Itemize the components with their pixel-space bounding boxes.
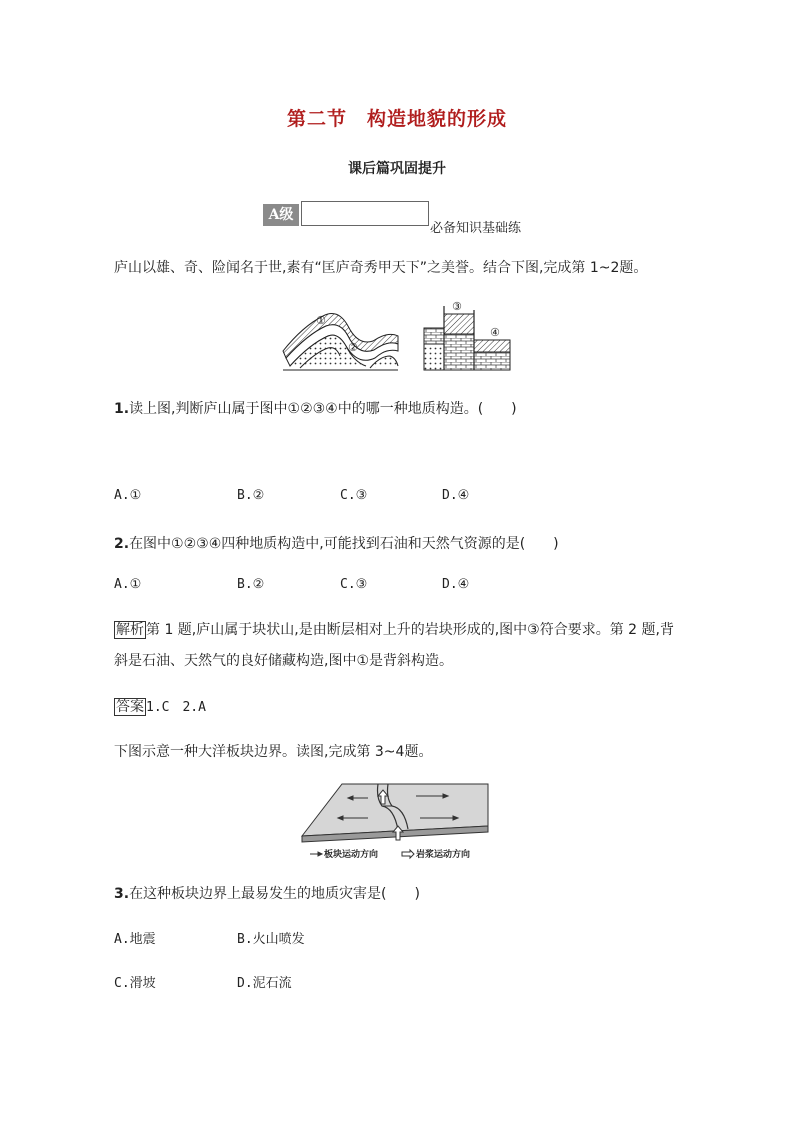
- answer-block: [114, 697, 206, 718]
- question-3-number: 3.: [114, 886, 130, 902]
- analysis-block: [114, 620, 674, 640]
- q2-option-c[interactable]: C.③: [340, 577, 368, 592]
- level-box: [301, 201, 429, 226]
- q1-option-b[interactable]: B.②: [237, 488, 265, 503]
- q2-option-a[interactable]: A.①: [114, 577, 142, 592]
- q2-option-d[interactable]: D.④: [442, 577, 470, 592]
- label-1: ①: [316, 314, 326, 327]
- question-2-number: 2.: [114, 536, 130, 552]
- question-2: [114, 533, 559, 553]
- question-2-stem: 在图中①②③④四种地质构造中,可能找到石油和天然气资源的是( ): [129, 536, 559, 552]
- q1-option-c[interactable]: C.③: [340, 488, 368, 503]
- question-3-stem: 在这种板块边界上最易发生的地质灾害是( ): [129, 886, 420, 902]
- level-text: 必备知识基础练: [430, 221, 522, 236]
- page-title: 第二节 构造地貌的形成: [286, 108, 507, 130]
- q2-option-b[interactable]: B.②: [237, 577, 265, 592]
- q3-option-c[interactable]: C.滑坡: [114, 976, 156, 991]
- level-badge: A级: [263, 204, 299, 226]
- legend-plate-motion: 板块运动方向: [324, 850, 379, 860]
- plate-boundary-figure: [298, 778, 494, 862]
- question-1-number: 1.: [114, 401, 130, 417]
- question-3: [114, 883, 420, 903]
- label-3: ③: [452, 300, 462, 313]
- question-1: [114, 398, 517, 418]
- section-subtitle: 课后篇巩固提升: [348, 161, 446, 177]
- q3-option-b[interactable]: B.火山喷发: [237, 932, 305, 947]
- q1-option-a[interactable]: A.①: [114, 488, 142, 503]
- answer-text: 1.C 2.A: [146, 700, 206, 715]
- analysis-line-2: 斜是石油、天然气的良好储藏构造,图中①是背斜构造。: [114, 653, 453, 669]
- answer-label: 答案: [116, 699, 144, 715]
- analysis-label: 解析: [116, 622, 144, 638]
- q3-option-d[interactable]: D.泥石流: [237, 976, 292, 991]
- question-1-stem: 读上图,判断庐山属于图中①②③④中的哪一种地质构造。( ): [129, 401, 517, 417]
- legend-magma-motion: 岩浆运动方向: [416, 850, 471, 860]
- analysis-line-1: 第 1 题,庐山属于块状山,是由断层相对上升的岩块形成的,图中③符合要求。第 2 题,背: [146, 622, 674, 638]
- intro-paragraph-1: 庐山以雄、奇、险闻名于世,素有“匡庐奇秀甲天下”之美誉。结合下图,完成第 1~2题。: [114, 260, 648, 276]
- q3-option-a[interactable]: A.地震: [114, 932, 156, 947]
- q1-option-d[interactable]: D.④: [442, 488, 470, 503]
- geologic-structure-figure: [278, 296, 514, 372]
- label-4: ④: [490, 326, 500, 339]
- label-2: ②: [348, 341, 358, 354]
- intro-paragraph-2: 下图示意一种大洋板块边界。读图,完成第 3~4题。: [114, 744, 433, 760]
